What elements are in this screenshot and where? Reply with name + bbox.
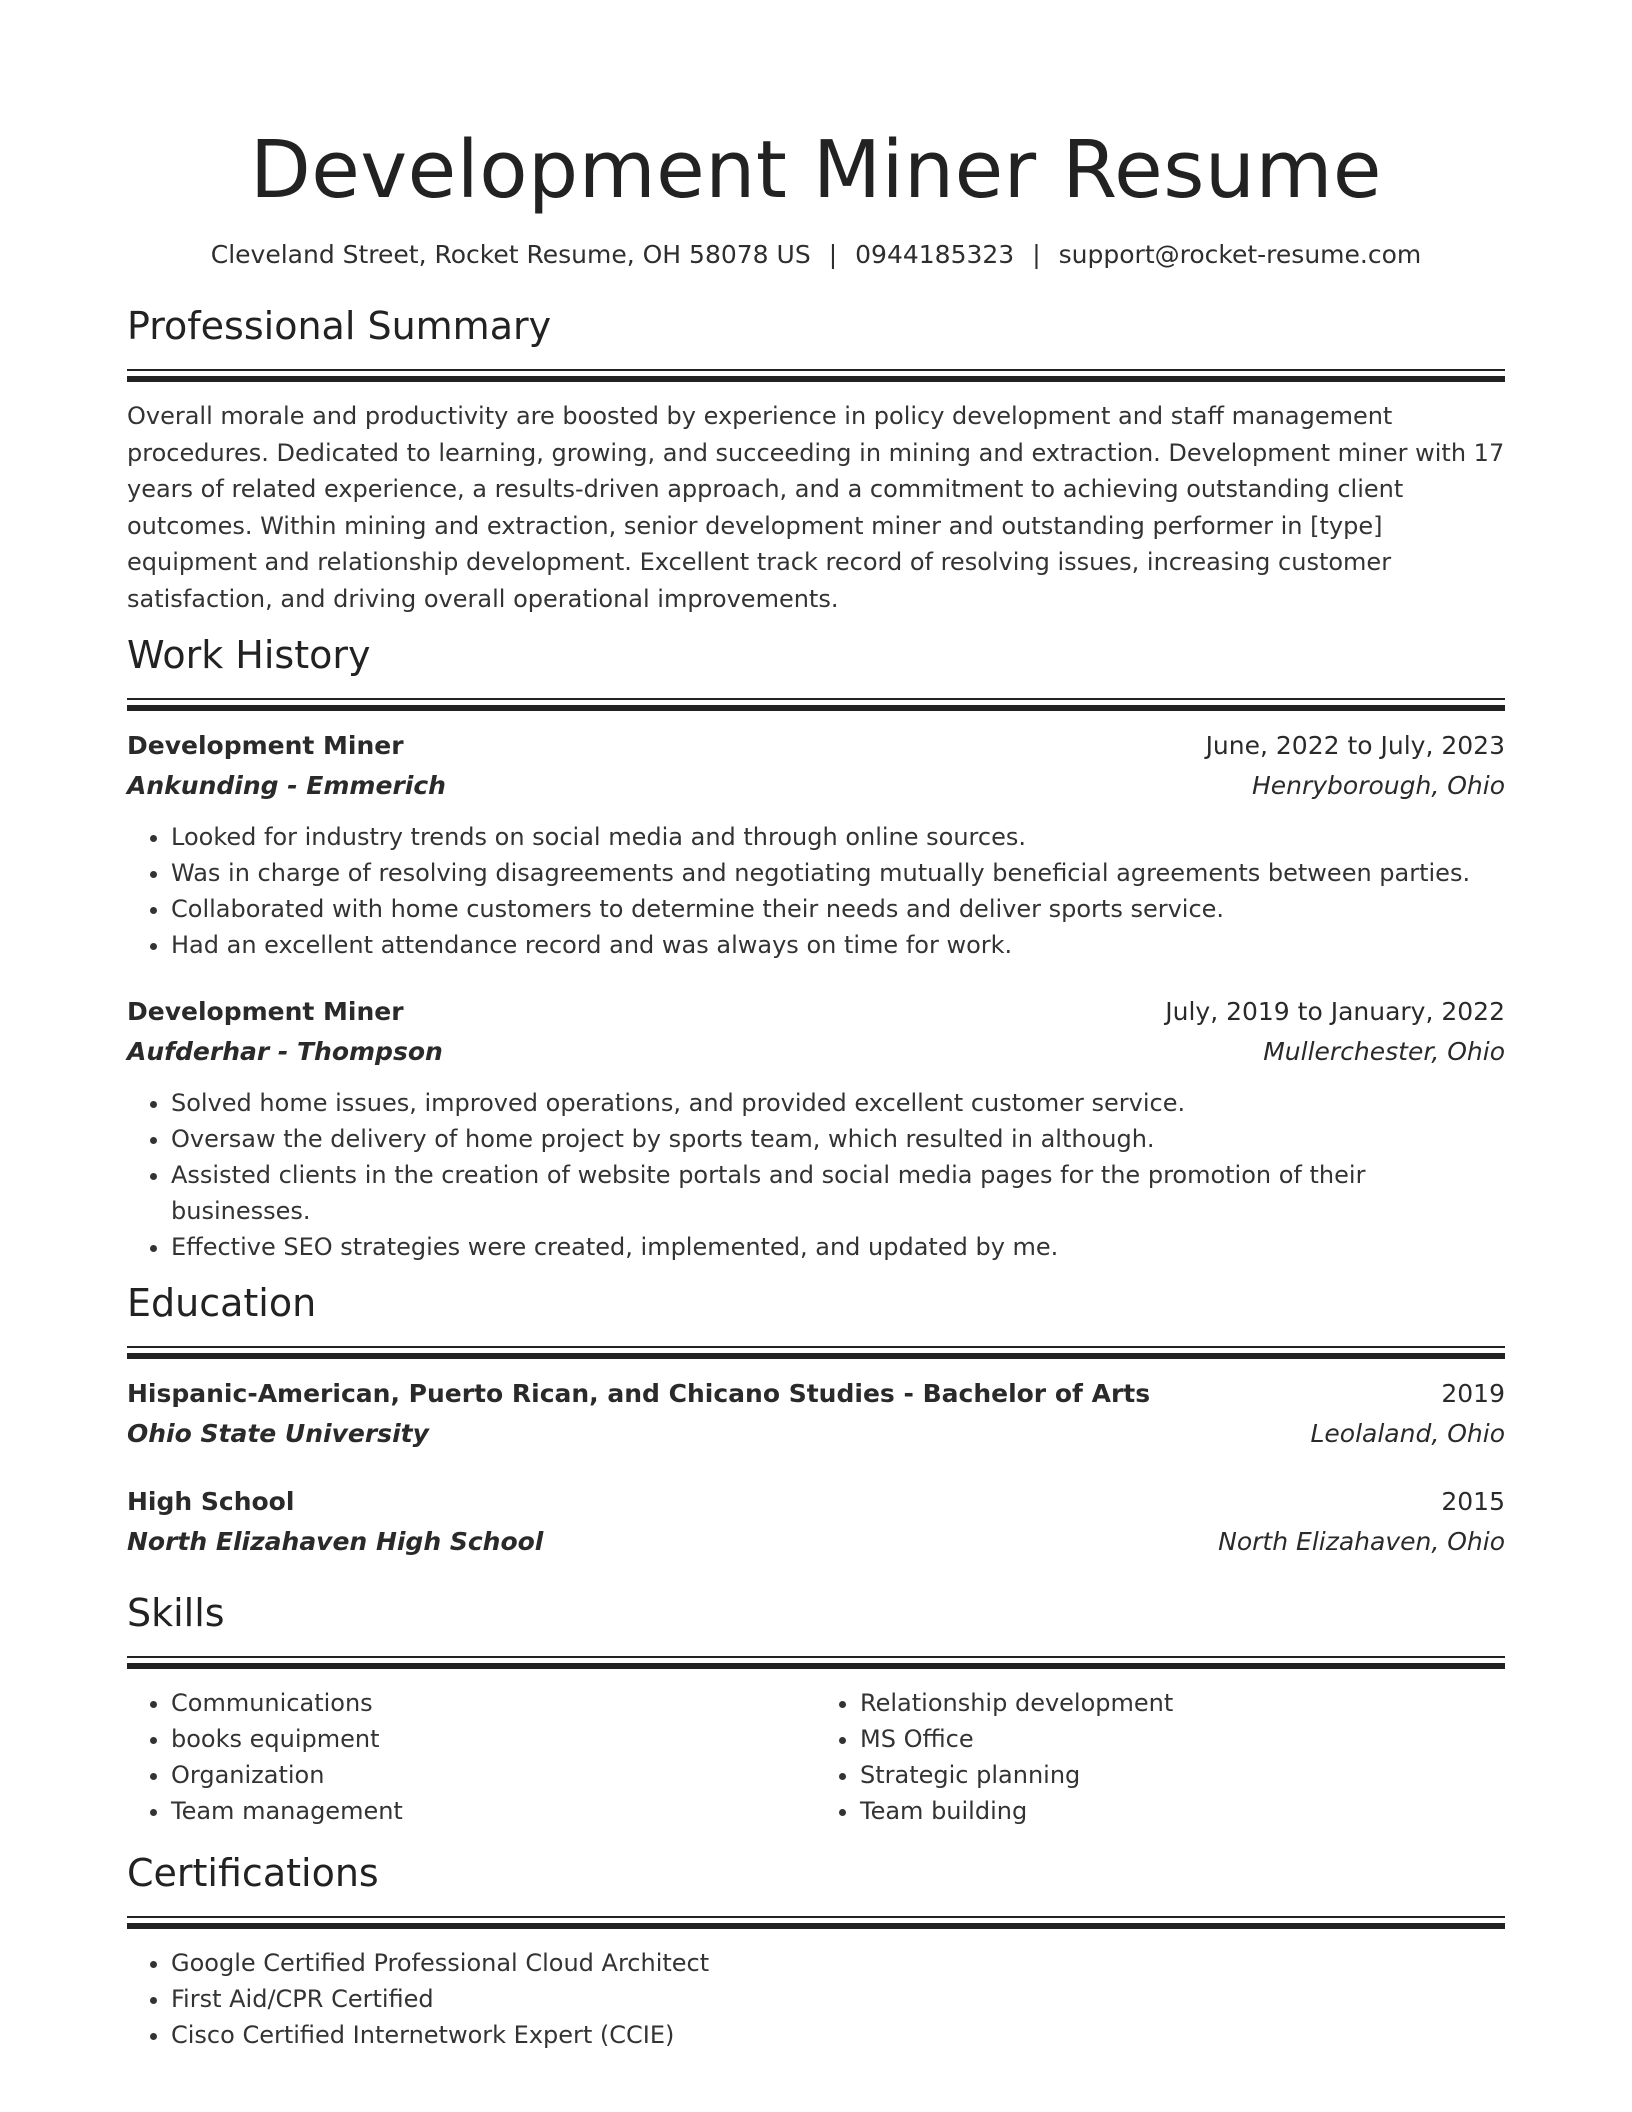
- section-divider-thin: [127, 369, 1505, 371]
- contact-phone: 0944185323: [855, 240, 1015, 269]
- job-title: Development Miner: [127, 997, 404, 1026]
- job-title: Development Miner: [127, 731, 404, 760]
- job-entry: [127, 727, 1505, 963]
- education-entry: [127, 1483, 1505, 1561]
- certifications-heading: Certifications: [127, 1851, 379, 1895]
- list-item: • MS Office: [860, 1721, 1505, 1757]
- certifications-list: [127, 1945, 1505, 2053]
- section-divider-thick: [127, 705, 1505, 711]
- job-location: Mullerchester, Ohio: [1263, 1037, 1505, 1066]
- section-divider-thick: [127, 1663, 1505, 1669]
- summary-heading: Professional Summary: [127, 304, 552, 348]
- section-divider-thin: [127, 698, 1505, 700]
- job-bullets: [127, 819, 1505, 963]
- list-item: • Was in charge of resolving disagreements and negotiating mutually beneficial agreements between parties.: [171, 855, 1505, 891]
- list-item: • Google Certified Professional Cloud Architect: [171, 1945, 1505, 1981]
- education-heading: Education: [127, 1281, 317, 1325]
- list-item: • Team building: [860, 1793, 1505, 1829]
- contact-email: support@rocket-resume.com: [1058, 240, 1422, 269]
- education-school: Ohio State University: [127, 1419, 429, 1448]
- education-degree: Hispanic-American, Puerto Rican, and Chicano Studies - Bachelor of Arts: [127, 1379, 1151, 1408]
- skills-list-right: [816, 1685, 1505, 1829]
- job-entry: [127, 993, 1505, 1265]
- education-school: North Elizahaven High School: [127, 1527, 544, 1556]
- contact-address: Cleveland Street, Rocket Resume, OH 58078 US: [210, 240, 811, 269]
- list-item: • Looked for industry trends on social media and through online sources.: [171, 819, 1505, 855]
- summary-section: [127, 302, 1505, 617]
- list-item: • Oversaw the delivery of home project by sports team, which resulted in although.: [171, 1121, 1505, 1157]
- list-item: • Collaborated with home customers to determine their needs and deliver sports service.: [171, 891, 1505, 927]
- education-year: 2019: [1441, 1379, 1505, 1408]
- list-item: • Had an excellent attendance record and was always on time for work.: [171, 927, 1505, 963]
- section-divider-thick: [127, 1353, 1505, 1359]
- work-history-section: [127, 631, 1505, 1265]
- list-item: • Assisted clients in the creation of website portals and social media pages for the promotion of their businesses.: [171, 1157, 1505, 1229]
- education-location: Leolaland, Ohio: [1310, 1419, 1505, 1448]
- list-item: • Team management: [171, 1793, 816, 1829]
- section-divider-thick: [127, 376, 1505, 382]
- job-bullets: [127, 1085, 1505, 1265]
- job-dates: June, 2022 to July, 2023: [1205, 731, 1505, 760]
- contact-separator: |: [828, 240, 838, 269]
- contact-line: [127, 238, 1505, 272]
- list-item: • books equipment: [171, 1721, 816, 1757]
- job-location: Henryborough, Ohio: [1251, 771, 1505, 800]
- list-item: • Solved home issues, improved operations, and provided excellent customer service.: [171, 1085, 1505, 1121]
- list-item: • Effective SEO strategies were created, implemented, and updated by me.: [171, 1229, 1505, 1265]
- skills-heading: Skills: [127, 1591, 225, 1635]
- summary-text: Overall morale and productivity are boosted by experience in policy development and staff management procedures. Dedicated to learning, growing, and succeeding in mining and extraction. Development miner with 17 years of related experience, a results-driven approach, and a commitment to achieving outstanding client outcomes. Within mining and extraction, senior development miner and outstanding performer in [type] equipment and relationship development. Excellent track record of resolving issues, increasing customer satisfaction, and driving overall operational improvements.: [127, 402, 1505, 613]
- education-degree: High School: [127, 1487, 295, 1516]
- list-item: • Relationship development: [860, 1685, 1505, 1721]
- contact-separator: |: [1032, 240, 1041, 269]
- section-divider-thin: [127, 1656, 1505, 1658]
- section-divider-thick: [127, 1923, 1505, 1929]
- job-company: Ankunding - Emmerich: [127, 771, 446, 800]
- list-item: • First Aid/CPR Certified: [171, 1981, 1505, 2017]
- job-company: Aufderhar - Thompson: [127, 1037, 443, 1066]
- page-title: Development Miner Resume: [249, 124, 1383, 216]
- list-item: • Cisco Certified Internetwork Expert (CCIE): [171, 2017, 1505, 2053]
- list-item: • Communications: [171, 1685, 816, 1721]
- skills-section: [127, 1589, 1505, 1829]
- education-entry: [127, 1375, 1505, 1453]
- education-year: 2015: [1441, 1487, 1505, 1516]
- skills-grid: [127, 1685, 1505, 1829]
- skills-list-left: [127, 1685, 816, 1829]
- certifications-section: [127, 1849, 1505, 2053]
- section-divider-thin: [127, 1346, 1505, 1348]
- work-history-heading: Work History: [127, 633, 371, 677]
- list-item: • Strategic planning: [860, 1757, 1505, 1793]
- job-dates: July, 2019 to January, 2022: [1165, 997, 1505, 1026]
- list-item: • Organization: [171, 1757, 816, 1793]
- education-location: North Elizahaven, Ohio: [1218, 1527, 1505, 1556]
- education-section: [127, 1279, 1505, 1561]
- section-divider-thin: [127, 1916, 1505, 1918]
